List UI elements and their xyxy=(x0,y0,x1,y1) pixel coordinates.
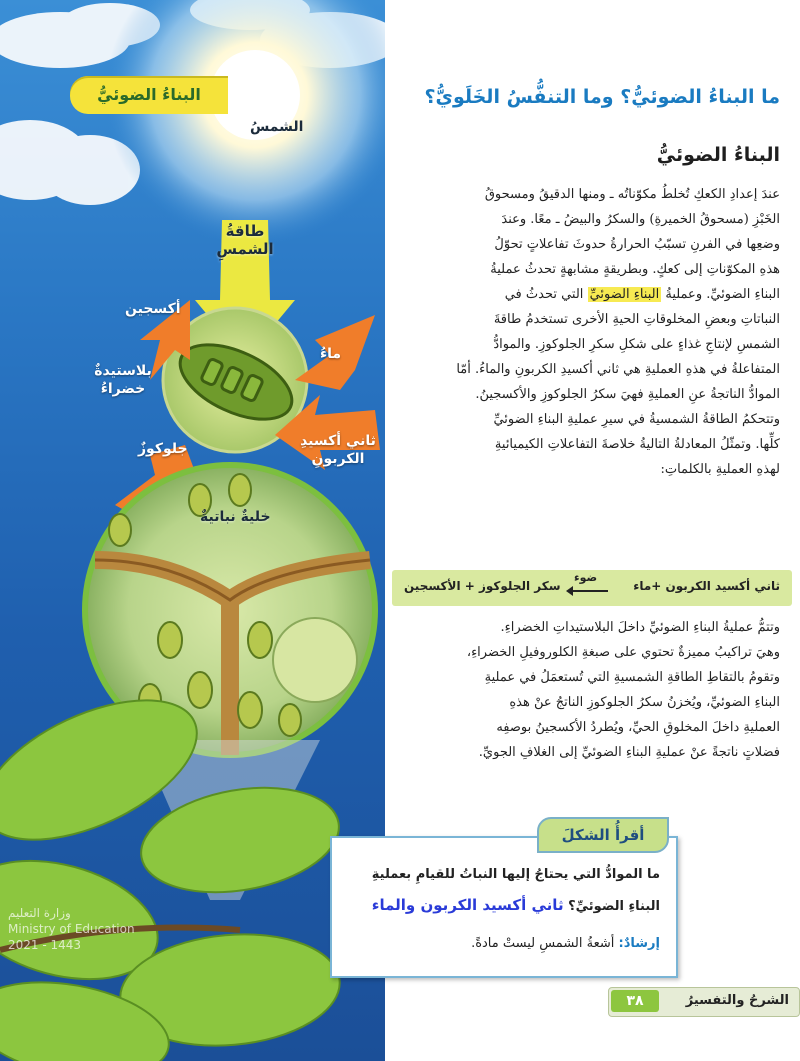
page-number: ٣٨ xyxy=(611,990,659,1012)
section-label: البناءُ الضوئيُّ xyxy=(70,76,228,114)
watermark-line: 2021 - 1443 xyxy=(8,938,82,952)
equation-arrow xyxy=(568,590,608,592)
text-line: البناءِ الضوئيِّ، ويُخزنُ سكرُ الجلوكوزِ الناتجُ عنْ هذهِ xyxy=(509,695,780,710)
sun-label: الشمسُ xyxy=(250,119,304,135)
paragraph-1 xyxy=(420,182,780,482)
hint-label: إرشادٌ: xyxy=(618,936,660,951)
watermark xyxy=(8,905,135,953)
equation-condition: ضوء xyxy=(574,571,598,584)
text-line: وتقومُ بالتقاطِ الطاقةِ الشمسيةِ التي تُستعمَلُ في عمليةِ xyxy=(484,670,780,685)
read-figure-question xyxy=(340,860,660,922)
plant-cell-label: خليةٌ نباتيةٌ xyxy=(200,509,271,525)
text-line: وتتحكمُ الطاقةُ الشمسيةُ في سيرِ عمليةِ البناءِ الضوئيِّ xyxy=(493,412,780,427)
text-line: عندَ إعدادِ الكعكِ تُخلطُ مكوّناتُه ـ ومنها الدقيقُ ومسحوقُ xyxy=(484,187,780,202)
photosynthesis-illustration xyxy=(0,0,385,1061)
hint xyxy=(340,936,660,951)
watermark-line: وزارة التعليم xyxy=(8,906,71,920)
text-line: وتتمُّ عمليةُ البناءِ الضوئيِّ داخلَ البلاستيداتِ الخضراءِ. xyxy=(500,620,780,635)
equation-products: سكر الجلوكوز + الأكسجين xyxy=(404,579,561,593)
answer-text: ثاني أكسيد الكربون والماء xyxy=(371,896,564,914)
glucose-label: جلوكوزٌ xyxy=(138,441,188,457)
highlight-term: البناءِ الضوئيِّ xyxy=(589,287,660,302)
hint-text: أشعةُ الشمسِ ليستْ مادةً. xyxy=(471,936,615,951)
oxygen-label: أكسجين xyxy=(125,301,181,317)
text-fragment: البناءِ الضوئيِّ. وعمليةُ xyxy=(665,287,780,302)
text-line: هذهِ المكوّناتِ إلى كعكٍ. وبطريقةٍ مشابهةٍ تحدثُ عمليةُ xyxy=(490,262,780,277)
question-line xyxy=(340,890,660,922)
equation-reactants: ثاني أكسيد الكربون +ماء xyxy=(633,579,780,593)
footer-label: الشرحُ والتفسيرُ xyxy=(685,993,789,1008)
footer-bar xyxy=(608,987,800,1017)
chloroplast-label: بلاستيدةٌ خضراءُ xyxy=(94,363,152,397)
read-figure-box xyxy=(330,836,678,978)
question-fragment: البناءِ الضوئيِّ؟ xyxy=(568,899,660,914)
text-line: الشمسِ لإنتاجِ غذاءٍ على شكلِ سكرِ الجلوكوزِ. والموادُّ xyxy=(493,337,780,352)
sun-energy-label: طاقةُ الشمسِ xyxy=(216,222,274,258)
text-line: وهيَ تراكيبُ مميزةٌ تحتوي على صبغةِ الكلوروفيلِ الخضراءِ، xyxy=(466,645,780,660)
equation-box xyxy=(392,570,792,606)
text-line: كلِّها. وتمثّلُ المعادلةُ التاليةُ خلاصةَ التفاعلاتِ الكيميائيةِ xyxy=(494,437,780,452)
water-label: ماءُ xyxy=(320,346,342,362)
text-line: فضلاتٍ ناتجةً عنْ عمليةِ البناءِ الضوئيِّ إلى الغلافِ الجويِّ. xyxy=(478,745,780,760)
text-line: لهذهِ العمليةِ بالكلماتِ: xyxy=(660,462,780,477)
section-title: ما البناءُ الضوئيُّ؟ وما التنفُّسُ الخَلَويُّ؟ xyxy=(424,86,780,108)
co2-label: ثاني أكسيدِ الكربونِ xyxy=(300,433,376,467)
watermark-line: Ministry of Education xyxy=(8,922,135,936)
illustration-graphic xyxy=(0,0,385,1061)
text-line: الخَبْزِ (مسحوقُ الخميرةِ) والسكرُ والبيضُ ـ معًا. وعندَ xyxy=(501,212,780,227)
read-figure-tab: أقرأُ الشكلَ xyxy=(537,817,669,853)
subtitle: البناءُ الضوئيُّ xyxy=(656,144,780,166)
paragraph-2 xyxy=(420,615,780,765)
text-line: العمليةِ داخلَ المخلوقِ الحيِّ، ويُطردُ الأكسجينُ بوصفِه xyxy=(496,720,780,735)
text-line: النباتاتِ وبعضِ المخلوقاتِ الحيةِ الأخرى تستخدمُ طاقةَ xyxy=(493,312,780,327)
text-fragment: التي تحدثُ في xyxy=(504,287,584,302)
text-line: وضعِها في الفرنِ تسبّبُ الحرارةُ حدوثَ تفاعلاتٍ تحوّلُ xyxy=(494,237,780,252)
text-line: الموادُّ الناتجةُ عنِ العمليةِ فهيَ سكرُ الجلوكوزِ والأكسجينُ. xyxy=(475,387,780,402)
text-line xyxy=(420,282,780,307)
text-line: المتفاعلةُ في هذهِ العمليةِ هي ثاني أكسيدِ الكربونِ والماءُ. أمّا xyxy=(456,362,780,377)
question-line: ما الموادُّ التي يحتاجُ إليها النباتُ للقيامِ بعمليةِ xyxy=(371,867,660,882)
